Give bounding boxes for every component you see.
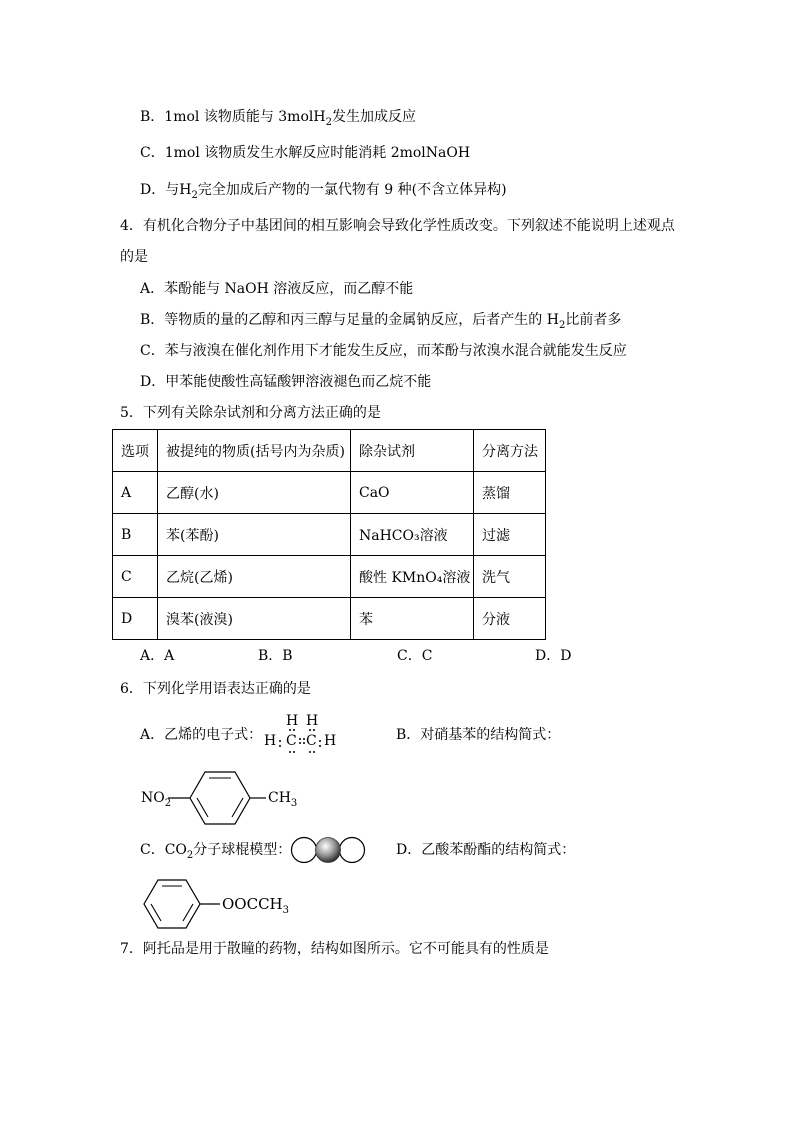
ester-group-label: $OOCCH_3$ bbox=[222, 895, 290, 916]
header-cell: 分离方法 bbox=[474, 430, 546, 472]
h2-formula: $H_2$ bbox=[313, 109, 332, 128]
methyl-group-label: $CH_3$ bbox=[268, 790, 298, 809]
q4-option-d: D．甲苯能使酸性高锰酸钾溶液褪色而乙烷不能 bbox=[140, 374, 432, 390]
table-cell: B bbox=[113, 514, 158, 556]
h2-formula: $H_2$ bbox=[179, 182, 198, 201]
header-cell: 被提纯的物质(括号内为杂质) bbox=[158, 430, 351, 472]
table-cell: A bbox=[113, 472, 158, 514]
q3-option-c: C．1mol 该物质发生水解反应时能消耗 2molNaOH bbox=[140, 145, 471, 161]
nitro-group-label: $NO_2$ bbox=[141, 790, 172, 809]
separation-table bbox=[112, 429, 546, 640]
q5-answer-a: A．A bbox=[140, 648, 175, 664]
table-cell: 分液 bbox=[474, 598, 546, 640]
table-cell: 蒸馏 bbox=[474, 472, 546, 514]
q6-option-c: C．$CO_2$分子球棍模型： bbox=[140, 842, 292, 861]
table-cell: NaHCO₃溶液 bbox=[351, 514, 474, 556]
q5-stem: 5．下列有关除杂试剂和分离方法正确的是 bbox=[120, 405, 381, 421]
ethylene-electron-formula: H H H C C H bbox=[264, 713, 344, 755]
table-cell: 过滤 bbox=[474, 514, 546, 556]
electron-dots bbox=[264, 713, 344, 755]
q4-stem-line2: 的是 bbox=[120, 249, 148, 265]
table-row bbox=[113, 556, 546, 598]
q4-option-a: A．苯酚能与 NaOH 溶液反应，而乙醇不能 bbox=[140, 281, 414, 297]
q4-stem-line1: 4．有机化合物分子中基团间的相互影响会导致化学性质改变。下列叙述不能说明上述观点 bbox=[120, 218, 675, 234]
table-row bbox=[113, 598, 546, 640]
table-cell: 溴苯(液溴) bbox=[158, 598, 351, 640]
benzene-ring-icon bbox=[140, 872, 220, 936]
q6-option-a: A．乙烯的电子式： bbox=[140, 727, 263, 743]
q6-option-b: B．对硝基苯的结构简式： bbox=[396, 727, 561, 743]
header-cell: 选项 bbox=[113, 430, 158, 472]
q4-option-c: C．苯与液溴在催化剂作用下才能发生反应，而苯酚与浓溴水混合就能发生反应 bbox=[140, 343, 627, 359]
q6-option-d: D．乙酸苯酚酯的结构简式： bbox=[396, 842, 576, 858]
table-cell: D bbox=[113, 598, 158, 640]
header-cell: 除杂试剂 bbox=[351, 430, 474, 472]
table-cell: 酸性 KMnO₄溶液 bbox=[351, 556, 474, 598]
q3-option-b: B．1mol 该物质能与 3molH$_2$发生加成反应 bbox=[140, 109, 416, 128]
table-cell: 乙烷(乙烯) bbox=[158, 556, 351, 598]
q5-answer-b: B．B bbox=[258, 648, 293, 664]
table-header-row bbox=[113, 430, 546, 472]
table-cell: 洗气 bbox=[474, 556, 546, 598]
table-cell: 苯 bbox=[351, 598, 474, 640]
table-cell: C bbox=[113, 556, 158, 598]
q7-stem: 7．阿托品是用于散瞳的药物，结构如图所示。它不可能具有的性质是 bbox=[120, 941, 549, 957]
table-cell: CaO bbox=[351, 472, 474, 514]
q6-stem: 6．下列化学用语表达正确的是 bbox=[120, 681, 311, 697]
table-cell: 乙醇(水) bbox=[158, 472, 351, 514]
q5-answer-d: D．D bbox=[535, 648, 572, 664]
table-cell: 苯(苯酚) bbox=[158, 514, 351, 556]
q5-answer-c: C．C bbox=[397, 648, 433, 664]
table-row bbox=[113, 514, 546, 556]
q4-option-b: B．等物质的量的乙醇和丙三醇与足量的金属钠反应，后者产生的 $H_2$比前者多 bbox=[140, 312, 622, 331]
co2-ball-stick-model-icon bbox=[290, 835, 370, 865]
table-row bbox=[113, 472, 546, 514]
q3-option-d: D．与$H_2$完全加成后产物的一氯代物有 9 种(不含立体异构) bbox=[140, 182, 507, 201]
